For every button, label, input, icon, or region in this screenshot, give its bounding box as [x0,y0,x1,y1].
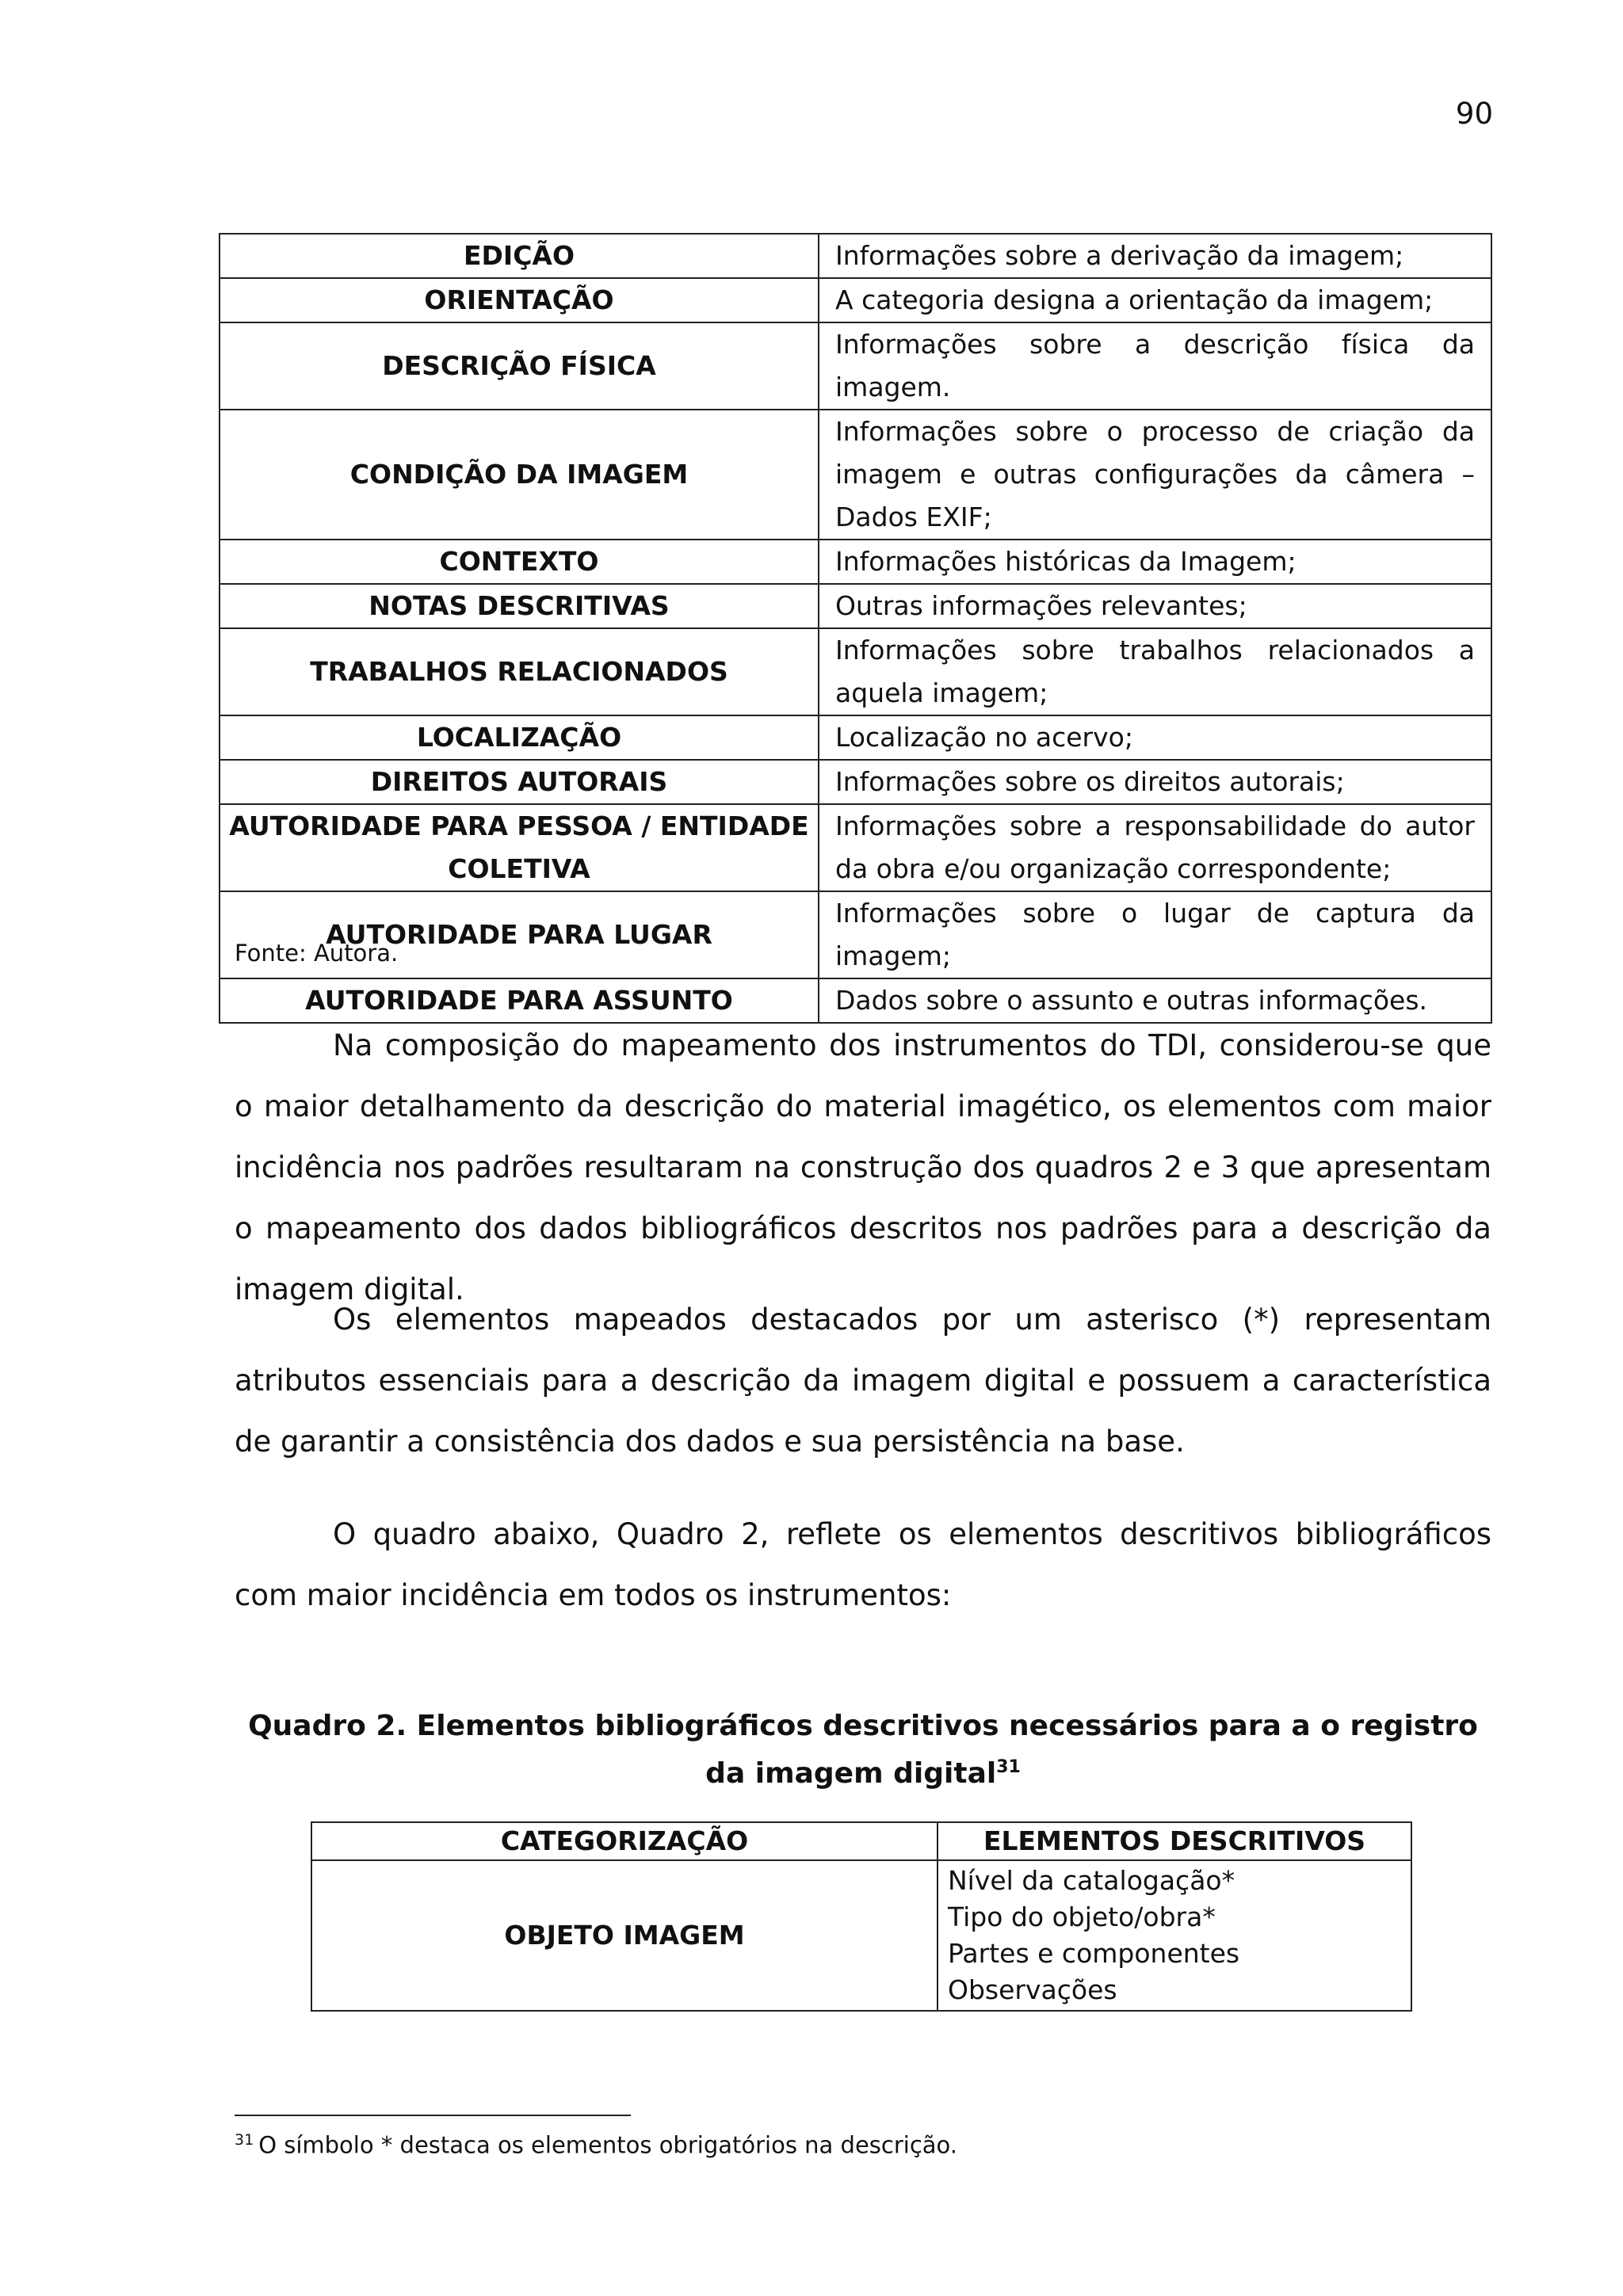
table-row [220,891,1491,978]
table-row [220,234,1491,278]
row-category: DIREITOS AUTORAIS [220,760,819,804]
quadro2-caption [235,1706,1491,1794]
table-row [220,628,1491,715]
row-description: Informações sobre a descrição física da imagem. [819,322,1491,410]
row-category: LOCALIZAÇÃO [220,715,819,760]
element-item: Observações [948,1974,1117,2005]
row-description: Outras informações relevantes; [819,584,1491,628]
category-cell: OBJETO IMAGEM [311,1860,938,2011]
element-item: Partes e componentes [948,1938,1240,1969]
paragraph-asterisk-elements: Os elementos mapeados destacados por um asterisco (*) representam atributos essenciais para a descrição da imagem digital e possuem a característica de garantir a consistência dos dados e sua persistência na base. [235,1302,1491,1459]
row-description: A categoria designa a orientação da imagem; [819,278,1491,322]
row-description: Dados sobre o assunto e outras informações. [819,978,1491,1023]
row-description: Informações sobre a derivação da imagem; [819,234,1491,278]
footnote-number: 31 [235,2131,254,2149]
table-row [220,278,1491,322]
element-item: Tipo do objeto/obra* [948,1901,1216,1932]
quadro2-header-row [311,1822,1411,1860]
paragraph-mapping-composition: Na composição do mapeamento dos instrumentos do TDI, considerou-se que o maior detalhamento da descrição do material imagético, os elementos com maior incidência nos padrões resultaram na construção dos quadros 2 e 3 que apresentam o mapeamento dos dados bibliográficos descritos nos padrões para a descrição da imagem digital. [235,1028,1491,1306]
row-description: Informações sobre os direitos autorais; [819,760,1491,804]
row-category: TRABALHOS RELACIONADOS [220,628,819,715]
row-description: Informações históricas da Imagem; [819,540,1491,584]
table-row [220,760,1491,804]
row-category: NOTAS DESCRITIVAS [220,584,819,628]
table-source: Fonte: Autora. [235,940,399,967]
paragraph-quadro2-intro: O quadro abaixo, Quadro 2, reflete os elementos descritivos bibliográficos com maior incidência em todos os instrumentos: [235,1517,1491,1612]
row-category: CONDIÇÃO DA IMAGEM [220,410,819,540]
element-item: Nível da catalogação* [948,1865,1235,1896]
row-description: Informações sobre a responsabilidade do autor da obra e/ou organização correspondente; [819,804,1491,891]
table-row [220,584,1491,628]
row-description: Informações sobre trabalhos relacionados a aquela imagem; [819,628,1491,715]
row-description: Informações sobre o lugar de captura da imagem; [819,891,1491,978]
row-description: Informações sobre o processo de criação da imagem e outras configurações da câmera – Dados EXIF; [819,410,1491,540]
row-description: Localização no acervo; [819,715,1491,760]
table-row [220,322,1491,410]
caption-footnote-ref: 31 [996,1757,1021,1777]
row-category: DESCRIÇÃO FÍSICA [220,322,819,410]
table-row [220,804,1491,891]
row-category: AUTORIDADE PARA LUGAR [220,891,819,978]
table-row [220,715,1491,760]
table-row [220,410,1491,540]
footnote-separator [235,2115,631,2116]
quadro2-table [311,1821,1412,2012]
row-category: AUTORIDADE PARA PESSOA / ENTIDADE COLETIVA [220,804,819,891]
quadro2-caption-text: Quadro 2. Elementos bibliográficos descritivos necessários para a o registro da imagem digital [248,1710,1478,1790]
header-categorizacao: CATEGORIZAÇÃO [311,1822,938,1860]
footnote-text: O símbolo * destaca os elementos obrigatórios na descrição. [258,2131,957,2159]
elements-cell [938,1860,1411,2011]
footnote [235,2131,957,2159]
row-category: AUTORIDADE PARA ASSUNTO [220,978,819,1023]
row-category: EDIÇÃO [220,234,819,278]
header-elementos-descritivos: ELEMENTOS DESCRITIVOS [938,1822,1411,1860]
page-number: 90 [1455,97,1493,131]
quadro2-row [311,1860,1411,2011]
metadata-description-table [219,233,1492,1024]
row-category: CONTEXTO [220,540,819,584]
table-row [220,540,1491,584]
row-category: ORIENTAÇÃO [220,278,819,322]
